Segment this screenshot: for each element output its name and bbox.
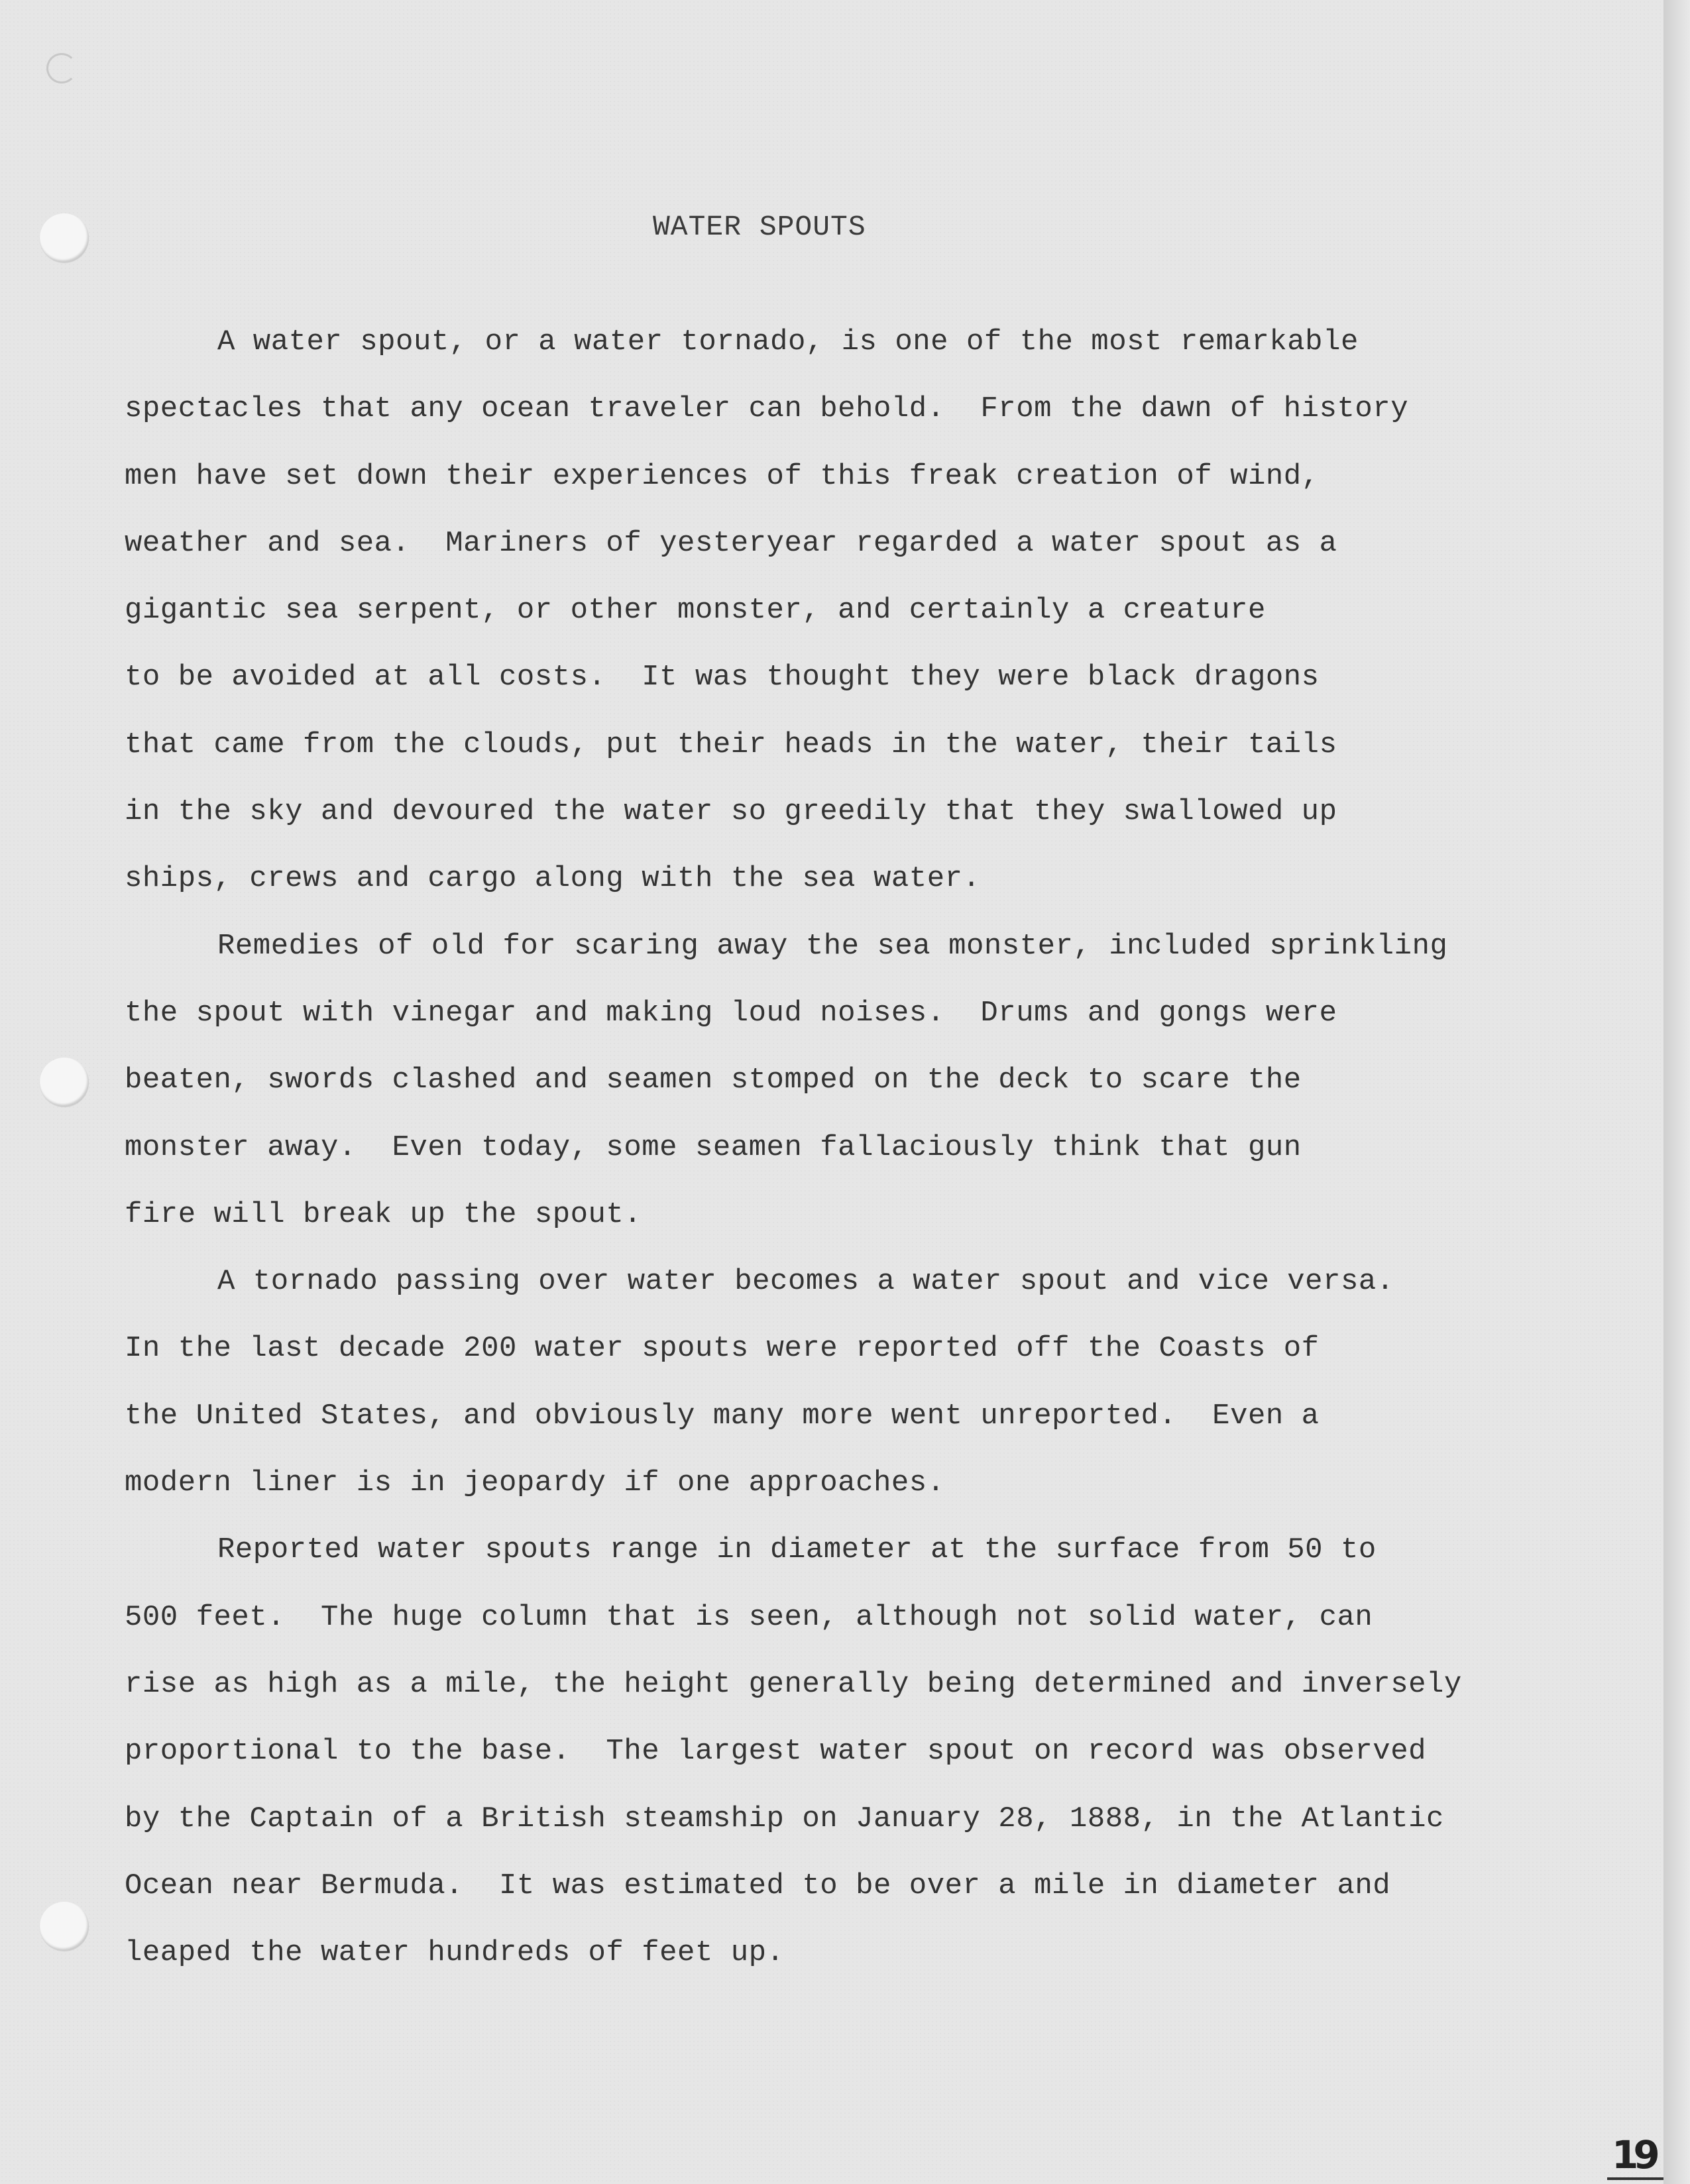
text-line: In the last decade 200 water spouts were reported off the Coasts of — [125, 1332, 1320, 1366]
text-line: 500 feet. The huge column that is seen, although not solid water, can — [125, 1600, 1373, 1634]
punch-hole-icon — [40, 1902, 89, 1951]
text-line: the United States, and obviously many more went unreported. Even a — [125, 1399, 1320, 1433]
text-line: fire will break up the spout. — [125, 1197, 642, 1231]
text-line: A tornado passing over water becomes a water spout and vice versa. — [217, 1265, 1394, 1299]
text-line: Reported water spouts range in diameter at the surface from 50 to — [217, 1533, 1377, 1567]
text-line: gigantic sea serpent, or other monster, and certainly a creature — [125, 594, 1266, 628]
text-line: spectacles that any ocean traveler can behold. From the dawn of history — [125, 392, 1409, 426]
text-line: that came from the clouds, put their heads in the water, their tails — [125, 728, 1337, 761]
page-edge — [1663, 0, 1690, 2184]
text-line: in the sky and devoured the water so greedily that they swallowed up — [125, 795, 1337, 829]
page-title: WATER SPOUTS — [653, 211, 866, 243]
punch-hole-icon — [40, 1058, 89, 1107]
text-line: weather and sea. Mariners of yesteryear regarded a water spout as a — [125, 526, 1337, 560]
paragraph-2 — [125, 913, 1649, 1248]
text-line: to be avoided at all costs. It was thought they were black dragons — [125, 661, 1320, 694]
text-line: proportional to the base. The largest water spout on record was observed — [125, 1735, 1427, 1769]
text-line: beaten, swords clashed and seamen stomped on the deck to scare the — [125, 1064, 1302, 1097]
page-number: 19 — [1612, 2132, 1655, 2177]
text-line: by the Captain of a British steamship on January 28, 1888, in the Atlantic — [125, 1802, 1444, 1835]
text-line: Remedies of old for scaring away the sea monster, included sprinkling — [217, 929, 1448, 963]
punch-hole-icon — [40, 213, 89, 262]
text-line: Ocean near Bermuda. It was estimated to be over a mile in diameter and — [125, 1869, 1391, 1902]
paragraph-4 — [125, 1517, 1649, 1987]
text-line: leaped the water hundreds of feet up. — [125, 1936, 785, 1970]
paragraph-3 — [125, 1248, 1649, 1517]
body-text — [125, 309, 1649, 1987]
text-line: rise as high as a mile, the height generally being determined and inversely — [125, 1667, 1462, 1701]
text-line: the spout with vinegar and making loud noises. Drums and gongs were — [125, 996, 1337, 1030]
text-line: ships, crews and cargo along with the sea water. — [125, 862, 981, 896]
staple-mark — [46, 53, 77, 83]
text-line: A water spout, or a water tornado, is one of the most remarkable — [217, 325, 1359, 358]
text-line: men have set down their experiences of this freak creation of wind, — [125, 459, 1320, 493]
text-line: modern liner is in jeopardy if one approaches. — [125, 1466, 945, 1500]
text-line: monster away. Even today, some seamen fallaciously think that gun — [125, 1130, 1302, 1164]
paragraph-1 — [125, 309, 1649, 913]
